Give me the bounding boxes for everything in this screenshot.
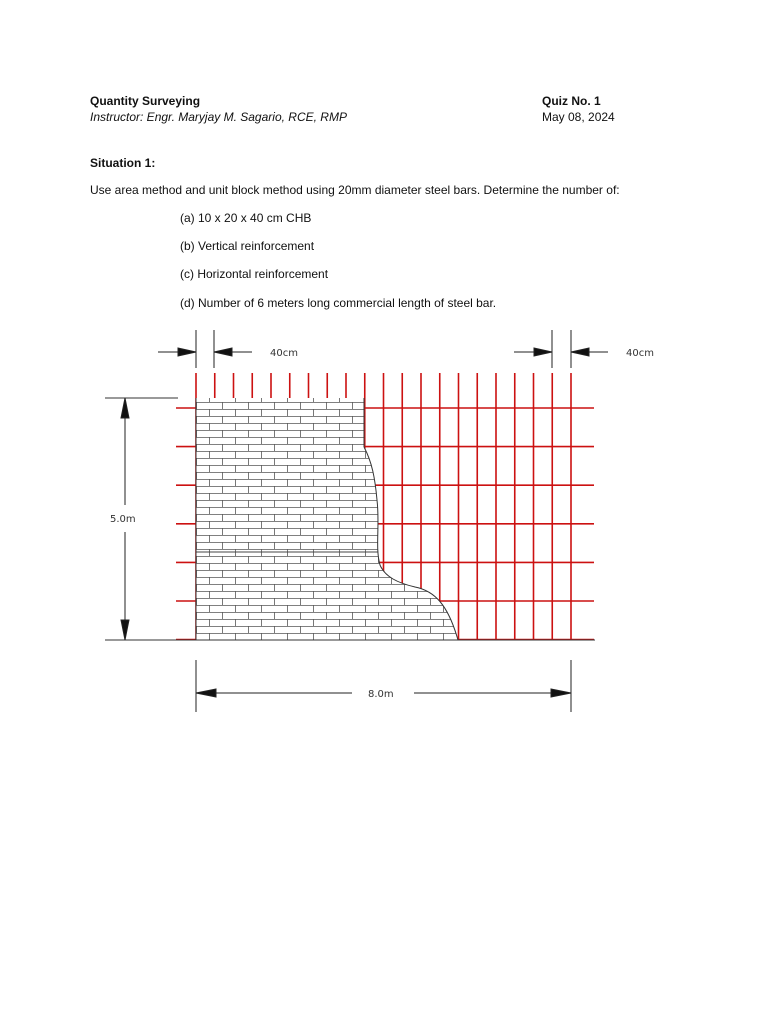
dimension-height [110,398,136,640]
dim-width-label: 8.0m [368,689,394,700]
quiz-number: Quiz No. 1 [542,94,601,108]
dimension-width [196,660,571,712]
instructor-line: Instructor: Engr. Maryjay M. Sagario, RCE, RMP [90,110,347,124]
item-c: (c) Horizontal reinforcement [180,267,329,281]
quiz-date: May 08, 2024 [542,110,615,124]
situation-prompt: Use area method and unit block method using 20mm diameter steel bars. Determine the number of: [90,183,620,197]
dim-top-left-label: 40cm [270,348,298,359]
dimension-top-right [514,330,654,368]
chb-masonry [196,398,466,640]
dim-height-label: 5.0m [110,514,136,525]
dim-top-right-label: 40cm [626,348,654,359]
item-b: (b) Vertical reinforcement [180,239,315,253]
item-a: (a) 10 x 20 x 40 cm CHB [180,211,312,225]
course-title: Quantity Surveying [90,94,201,108]
situation-title: Situation 1: [90,156,156,170]
dimension-top-left [158,330,298,368]
item-d: (d) Number of 6 meters long commercial length of steel bar. [180,296,497,310]
